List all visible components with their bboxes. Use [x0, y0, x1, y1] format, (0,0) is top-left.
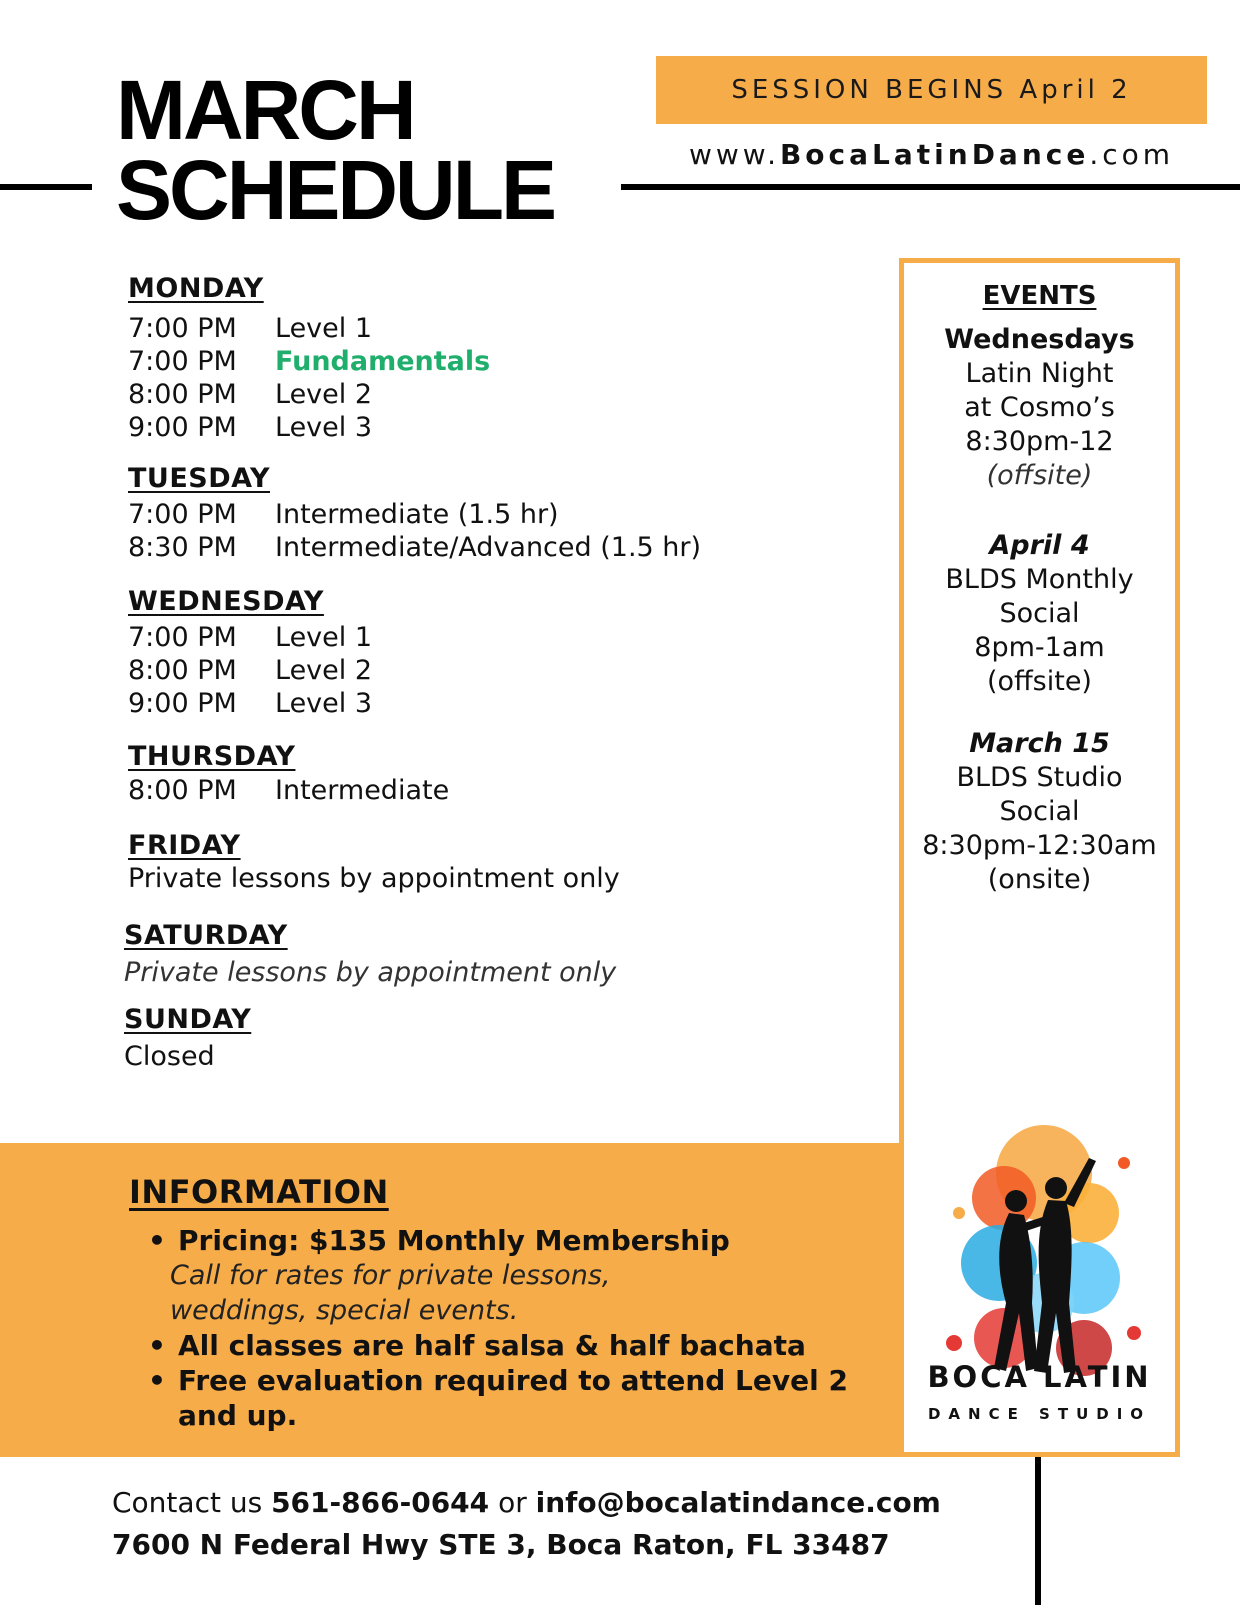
- class-name: Level 3: [275, 412, 373, 443]
- evaluation-text: Free evaluation required to attend Level 2 and up.: [178, 1364, 848, 1432]
- event-line: Latin Night: [965, 358, 1114, 389]
- day-note: Private lessons by appointment only: [128, 863, 620, 894]
- title-line-2: SCHEDULE: [116, 143, 555, 237]
- event-line: at Cosmo’s: [964, 392, 1115, 423]
- contact-or: or: [498, 1486, 527, 1519]
- schedule-row: [128, 774, 449, 807]
- footer-divider: [1035, 1457, 1041, 1605]
- schedule-row: [128, 411, 490, 444]
- class-time: 7:00 PM: [128, 499, 237, 530]
- list-item: [148, 1363, 868, 1433]
- class-name: Level 2: [275, 379, 373, 410]
- event-location: (offsite): [987, 666, 1092, 697]
- class-time: 7:00 PM: [128, 313, 237, 344]
- event-title: Wednesdays: [944, 324, 1135, 355]
- event-line: BLDS Studio: [956, 762, 1123, 793]
- contact-block: [112, 1482, 941, 1566]
- paint-splash: [1127, 1326, 1141, 1340]
- schedule-row: [128, 531, 701, 564]
- schedule-row: [128, 312, 490, 345]
- bullet-icon: •: [148, 1224, 166, 1257]
- class-name: Level 1: [275, 622, 373, 653]
- schedule-row: [128, 654, 372, 687]
- bullet-icon: •: [148, 1364, 166, 1397]
- events-heading: EVENTS: [982, 281, 1097, 311]
- website-prefix: www.: [688, 138, 780, 171]
- class-name: Level 3: [275, 688, 373, 719]
- schedule-row: [128, 621, 372, 654]
- pricing-note-line-1: Call for rates for private lessons,: [170, 1260, 611, 1291]
- events-panel: [899, 258, 1180, 1457]
- session-banner: SESSION BEGINS April 2: [656, 56, 1207, 124]
- class-time: 8:00 PM: [128, 379, 237, 410]
- website-name: BocaLatinDance: [779, 138, 1090, 171]
- classes-text: All classes are half salsa & half bachata: [178, 1329, 806, 1362]
- class-time: 9:00 PM: [128, 688, 237, 719]
- paint-splash: [953, 1207, 965, 1219]
- day-heading: FRIDAY: [128, 830, 241, 861]
- class-name-fundamentals: Fundamentals: [275, 346, 491, 377]
- day-heading: SATURDAY: [124, 920, 288, 951]
- title-line-1: MARCH: [116, 63, 414, 157]
- schedule-row: [128, 378, 490, 411]
- event-item: [904, 727, 1175, 897]
- event-location: (onsite): [987, 864, 1092, 895]
- day-heading: WEDNESDAY: [128, 586, 324, 617]
- day-thursday: [128, 741, 449, 807]
- information-heading: INFORMATION: [129, 1173, 389, 1211]
- event-line: Social: [999, 796, 1080, 827]
- day-heading: SUNDAY: [124, 1004, 252, 1035]
- class-name: Intermediate (1.5 hr): [275, 499, 559, 530]
- class-time: 9:00 PM: [128, 412, 237, 443]
- event-line: 8pm-1am: [974, 632, 1105, 663]
- day-note: Closed: [124, 1041, 215, 1072]
- class-time: 7:00 PM: [128, 346, 237, 377]
- day-heading: THURSDAY: [128, 741, 296, 772]
- event-item: [904, 529, 1175, 699]
- day-note: Private lessons by appointment only: [124, 957, 617, 988]
- event-line: Social: [999, 598, 1080, 629]
- class-name: Intermediate: [275, 775, 450, 806]
- information-panel: [0, 1143, 899, 1457]
- event-title: March 15: [969, 728, 1110, 759]
- event-line: 8:30pm-12:30am: [922, 830, 1157, 861]
- class-time: 7:00 PM: [128, 622, 237, 653]
- header-rule-right: [621, 184, 1240, 190]
- class-time: 8:00 PM: [128, 655, 237, 686]
- event-item: [904, 323, 1175, 493]
- website-suffix: .com: [1089, 138, 1175, 171]
- logo-name: BOCA LATIN: [927, 1360, 1152, 1394]
- pricing-note-line-2: weddings, special events.: [170, 1295, 519, 1326]
- event-line: 8:30pm-12: [965, 426, 1114, 457]
- class-name: Intermediate/Advanced (1.5 hr): [275, 532, 702, 563]
- list-item: [148, 1328, 868, 1363]
- schedule-row: [128, 498, 701, 531]
- paint-splash: [946, 1335, 962, 1351]
- bullet-icon: •: [148, 1329, 166, 1362]
- contact-prefix: Contact us: [112, 1486, 263, 1519]
- day-monday: [128, 273, 490, 444]
- page-title: [116, 63, 555, 237]
- information-list: [148, 1223, 868, 1433]
- header-rule-left: [0, 184, 92, 190]
- day-heading: TUESDAY: [128, 463, 271, 494]
- day-friday: [128, 830, 620, 897]
- email-link[interactable]: info@bocalatindance.com: [535, 1486, 941, 1519]
- day-tuesday: [128, 463, 701, 564]
- day-sunday: [124, 1004, 251, 1075]
- dancer-head: [1045, 1177, 1067, 1199]
- day-heading: MONDAY: [128, 273, 264, 304]
- class-time: 8:00 PM: [128, 775, 237, 806]
- day-saturday: [124, 920, 616, 991]
- pricing-text: Pricing: $135 Monthly Membership: [178, 1224, 730, 1257]
- phone-link[interactable]: 561-866-0644: [271, 1486, 490, 1519]
- class-name: Level 2: [275, 655, 373, 686]
- schedule-row: [128, 687, 372, 720]
- logo-subtitle: DANCE STUDIO: [927, 1405, 1152, 1423]
- paint-splash: [1118, 1157, 1130, 1169]
- day-wednesday: [128, 586, 372, 720]
- address: 7600 N Federal Hwy STE 3, Boca Raton, FL 33487: [112, 1528, 890, 1561]
- event-line: BLDS Monthly: [945, 564, 1134, 595]
- event-location: (offsite): [986, 460, 1093, 491]
- website-link[interactable]: [656, 138, 1207, 171]
- contact-line: [112, 1482, 941, 1524]
- schedule-row: [128, 345, 490, 378]
- address-line: [112, 1524, 941, 1566]
- event-title: April 4: [989, 530, 1090, 561]
- list-item: [148, 1223, 868, 1258]
- class-name: Level 1: [275, 313, 373, 344]
- dancer-head: [1005, 1190, 1027, 1212]
- class-time: 8:30 PM: [128, 532, 237, 563]
